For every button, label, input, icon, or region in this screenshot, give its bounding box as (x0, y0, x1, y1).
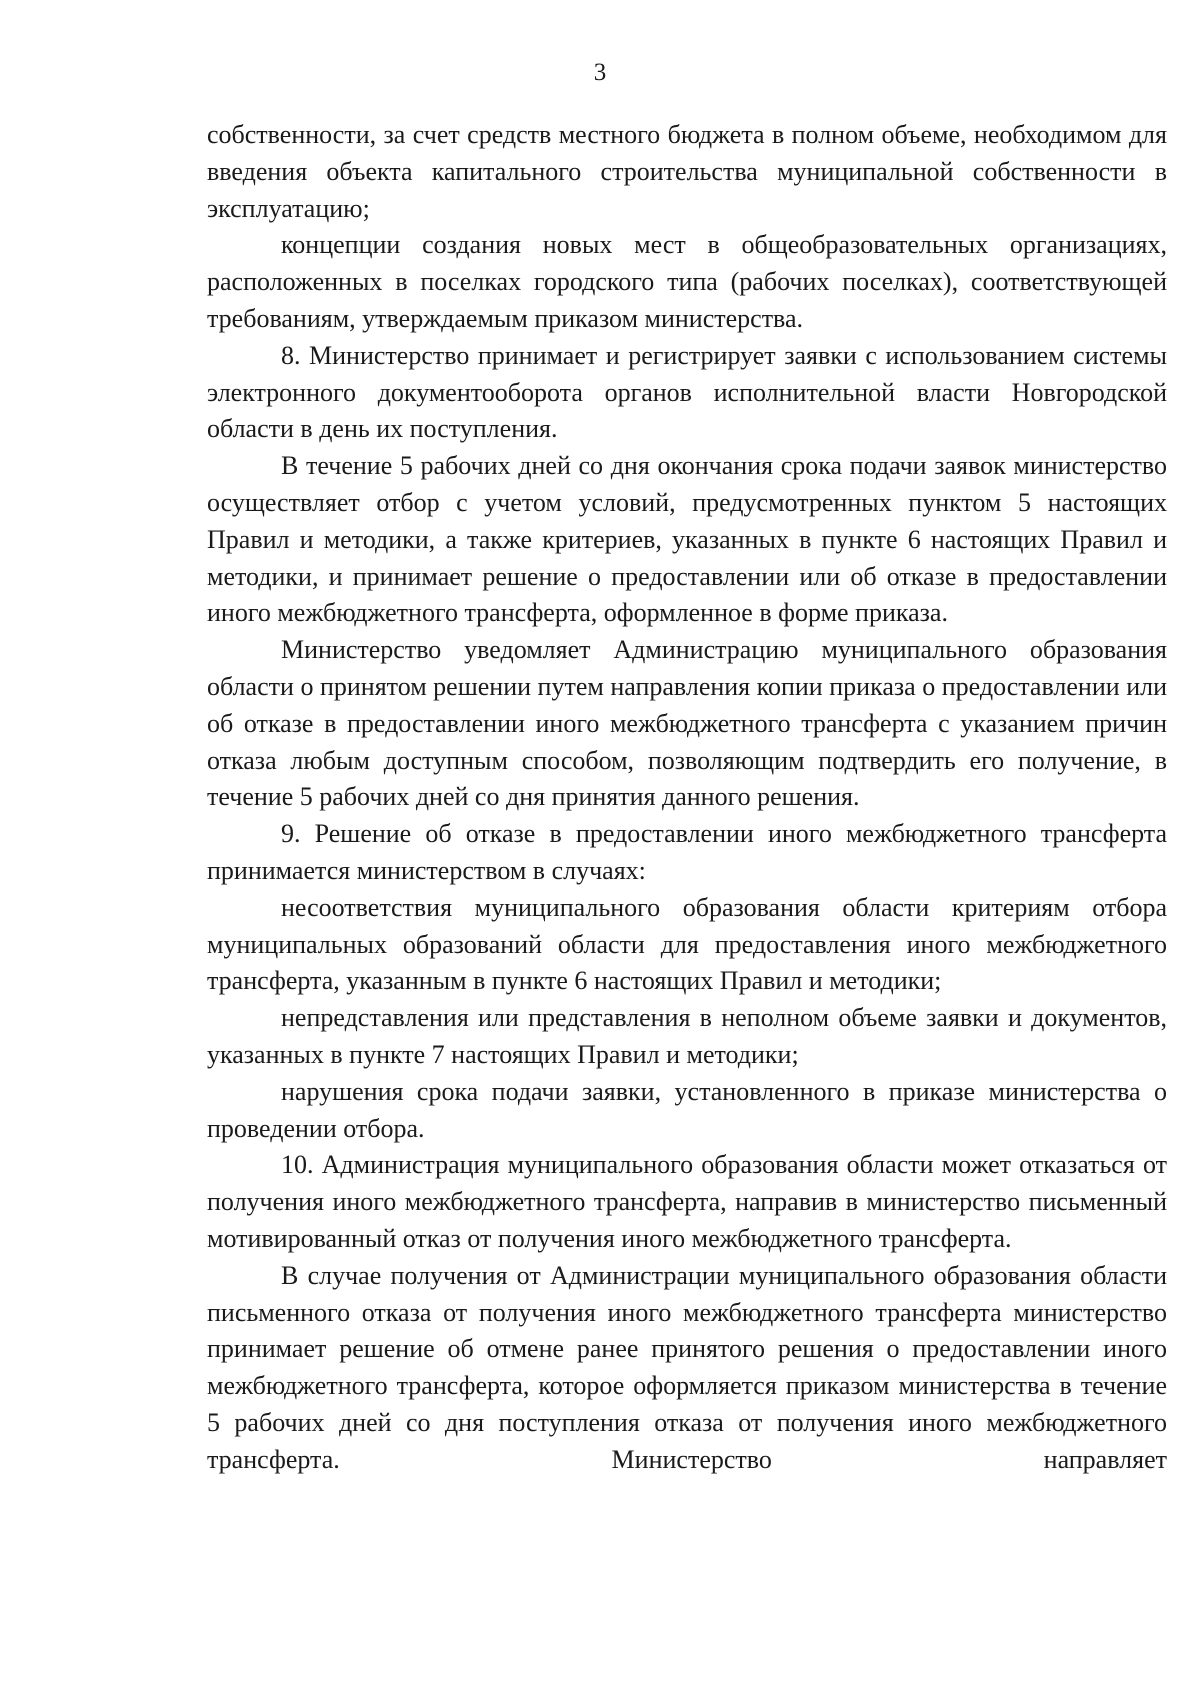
paragraph-4: В течение 5 рабочих дней со дня окончания срока подачи заявок министерство осуществляет отбор с учетом условий, предусмотренных пунктом 5 настоящих Правил и методики, а также критериев, указанных в пункте 6 настоящих Правил и методики, и принимает решение о предоставлении или об отказе в предоставлении иного межбюджетного трансферта, оформленное в форме приказа. (207, 451, 1167, 628)
page-number: 3 (593, 59, 607, 86)
paragraph-1: собственности, за счет средств местного бюджета в полном объеме, необходимом для введения объекта капитального строительства муниципальной собственности в эксплуатацию; (207, 120, 1167, 223)
paragraph-6: 9. Решение об отказе в предоставлении иного межбюджетного трансферта принимается министерством в случаях: (207, 819, 1167, 885)
paragraph-7: несоответствия муниципального образования области критериям отбора муниципальных образований области для предоставления иного межбюджетного трансферта, указанным в пункте 6 настоящих Правил и методики; (207, 892, 1167, 996)
paragraph-9: нарушения срока подачи заявки, установленного в приказе министерства о проведении отбора. (207, 1076, 1167, 1143)
paragraph-5: Министерство уведомляет Администрацию муниципального образования области о принятом решении путем направления копии приказа о предоставлении или об отказе в предоставлении иного межбюджетного трансферта с указанием причин отказа любым доступным способом, позволяющим подтвердить его получение, в течение 5 рабочих дней со дня принятия данного решения. (207, 635, 1167, 812)
paragraph-2: концепции создания новых мест в общеобразовательных организациях, расположенных в поселках городского типа (рабочих поселках), соответствующей требованиям, утверждаемым приказом министерства. (207, 230, 1167, 333)
paragraph-10: 10. Администрация муниципального образования области может отказаться от получения иного межбюджетного трансферта, направив в министерство письменный мотивированный отказ от получения иного межбюджетного трансферта. (207, 1150, 1167, 1253)
document-body (207, 117, 1167, 1478)
paragraph-3: 8. Министерство принимает и регистрирует заявки с использованием системы электронного документооборота органов исполнительной власти Новгородской области в день их поступления. (207, 340, 1167, 444)
paragraph-11: В случае получения от Администрации муниципального образования области письменного отказа от получения иного межбюджетного трансферта министерство принимает решение об отмене ранее принятого решения о предоставлении иного межбюджетного трансферта, которое оформляется приказом министерства в течение 5 рабочих дней со дня поступления отказа от получения иного межбюджетного трансферта. Министерство направляет (207, 1260, 1167, 1474)
paragraph-8: непредставления или представления в неполном объеме заявки и документов, указанных в пункте 7 настоящих Правил и методики; (207, 1003, 1167, 1069)
